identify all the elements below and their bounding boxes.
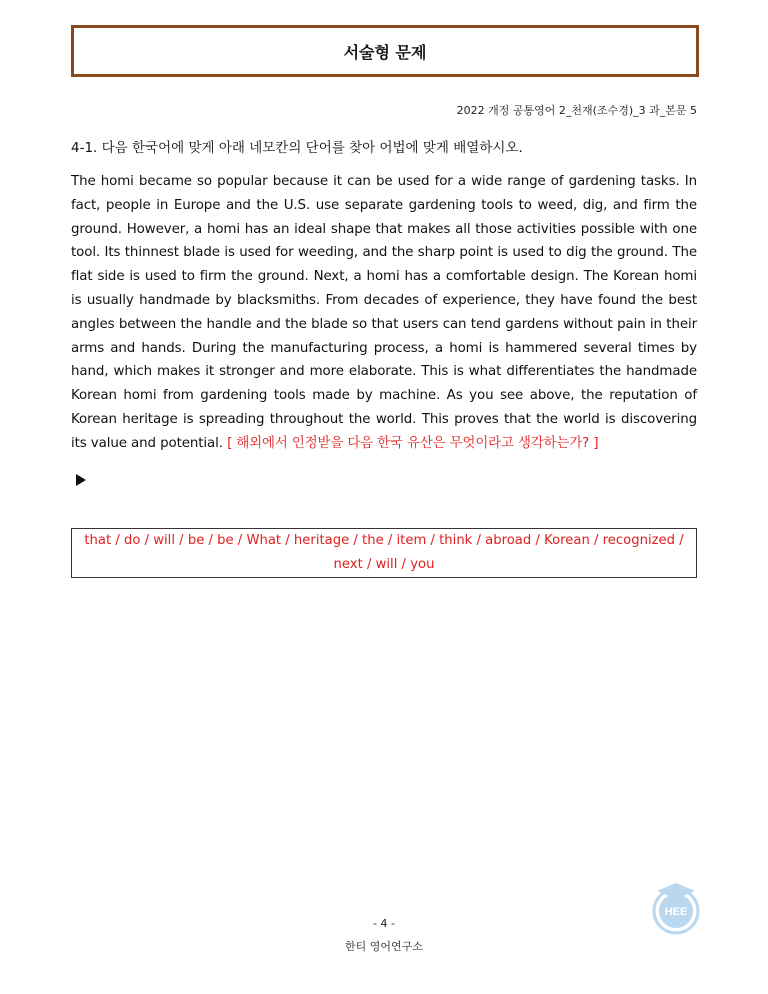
source-label: 2022 개정 공통영어 2_천재(조수경)_3 과_본문 5	[456, 104, 697, 117]
page-title: 서술형 문제	[343, 42, 427, 62]
question-prompt: 4-1. 다음 한국어에 맞게 아래 네모칸의 단어를 찾아 어법에 맞게 배열하시오.	[71, 140, 523, 156]
word-bank-box	[71, 528, 697, 578]
word-bank-text: that / do / will / be / be / What / heritage / the / item / think / abroad / Korean / recognized / next / will / you	[84, 533, 684, 572]
footer-institute: 한티 영어연구소	[345, 940, 423, 953]
passage-text	[71, 170, 697, 456]
korean-hint: [ 해외에서 인정받을 다음 한국 유산은 무엇이라고 생각하는가? ]	[227, 435, 599, 451]
page-number: - 4 -	[373, 917, 395, 930]
passage-body: The homi became so popular because it can be used for a wide range of gardening tasks. In fact, people in Europe and the U.S. use separate gardening tools to weed, dig, and firm the ground. However, a homi has an ideal shape that makes all those activities possible with one tool. Its thinnest blade is used for weeding, and the sharp point is used to dig the ground. The flat side is used to firm the ground. Next, a homi has a comfortable design. The Korean homi is usually handmade by blacksmiths. From decades of experience, they have found the best angles between the handle and the blade so that users can tend gardens without pain in their arms and hands. During the manufacturing process, a homi is hammered several times by hand, which makes it stronger and more elaborate. This is what differentiates the handmade Korean homi from gardening tools made by machine. As you see above, the reputation of Korean heritage is spreading throughout the world. This proves that the world is discovering its value and potential.	[71, 174, 697, 451]
institute-logo-icon	[651, 881, 701, 935]
title-box	[71, 25, 699, 77]
logo-text: HEE	[664, 906, 688, 918]
answer-arrow-icon	[76, 474, 86, 486]
